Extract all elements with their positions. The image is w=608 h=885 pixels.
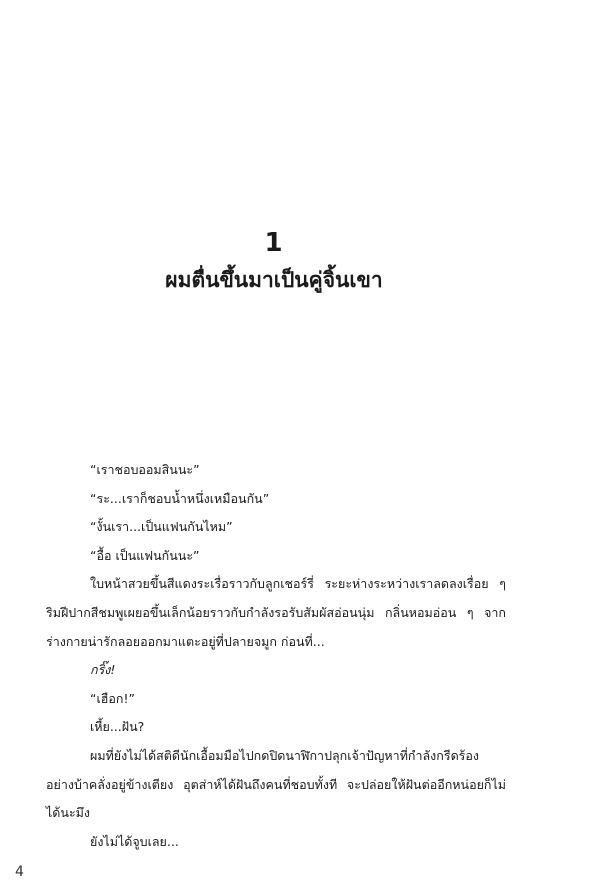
paragraph: เหี้ย...ฝัน?	[90, 719, 145, 735]
paragraph: “ระ...เราก็ชอบน้ำหนึ่งเหมือนกัน”	[90, 490, 270, 506]
paragraph: ยังไม่ได้จูบเลย...	[90, 833, 179, 849]
paragraph: กริ๊ง!	[90, 662, 116, 678]
paragraph: “อื้อ เป็นแฟนกันนะ”	[90, 547, 200, 563]
page-number: 4	[15, 864, 24, 880]
paragraph: ใบหน้าสวยขึ้นสีแดงระเรื่อราวกับลูกเชอร์รี่ ระยะห่างระหว่างเราลดลงเรื่อย ๆ ริมฝีปากสีชมพูเผยอขึ้นเล็กน้อยราวกับกำลังรอรับสัมผัสอ่อนนุ่ม กลิ่นหอมอ่อน ๆ จากร่างกายน่ารักลอยออกมาแตะอยู่ที่ปลายจมูก ก่อนที่...	[46, 576, 506, 649]
paragraph: “งั้นเรา...เป็นแฟนกันไหม”	[90, 519, 233, 535]
body-text	[46, 456, 506, 856]
paragraph: “เฮือก!”	[90, 690, 135, 706]
paragraph: ผมที่ยังไม่ได้สติดีนักเอื้อมมือไปกดปิดนาฬิกาปลุกเจ้าปัญหาที่กำลังกรีดร้องอย่างบ้าคลั่งอยู่ข้างเตียง อุตส่าห์ได้ฝันถึงคนที่ชอบทั้งที จะปล่อยให้ฝันต่ออีกหน่อยก็ไม่ได้นะมึง	[46, 747, 506, 821]
chapter-number: 1	[264, 228, 284, 258]
chapter-title: ผมตื่นขึ้นมาเป็นคู่จิ้นเขา	[165, 268, 383, 292]
paragraph: “เราชอบออมสินนะ”	[90, 462, 200, 477]
